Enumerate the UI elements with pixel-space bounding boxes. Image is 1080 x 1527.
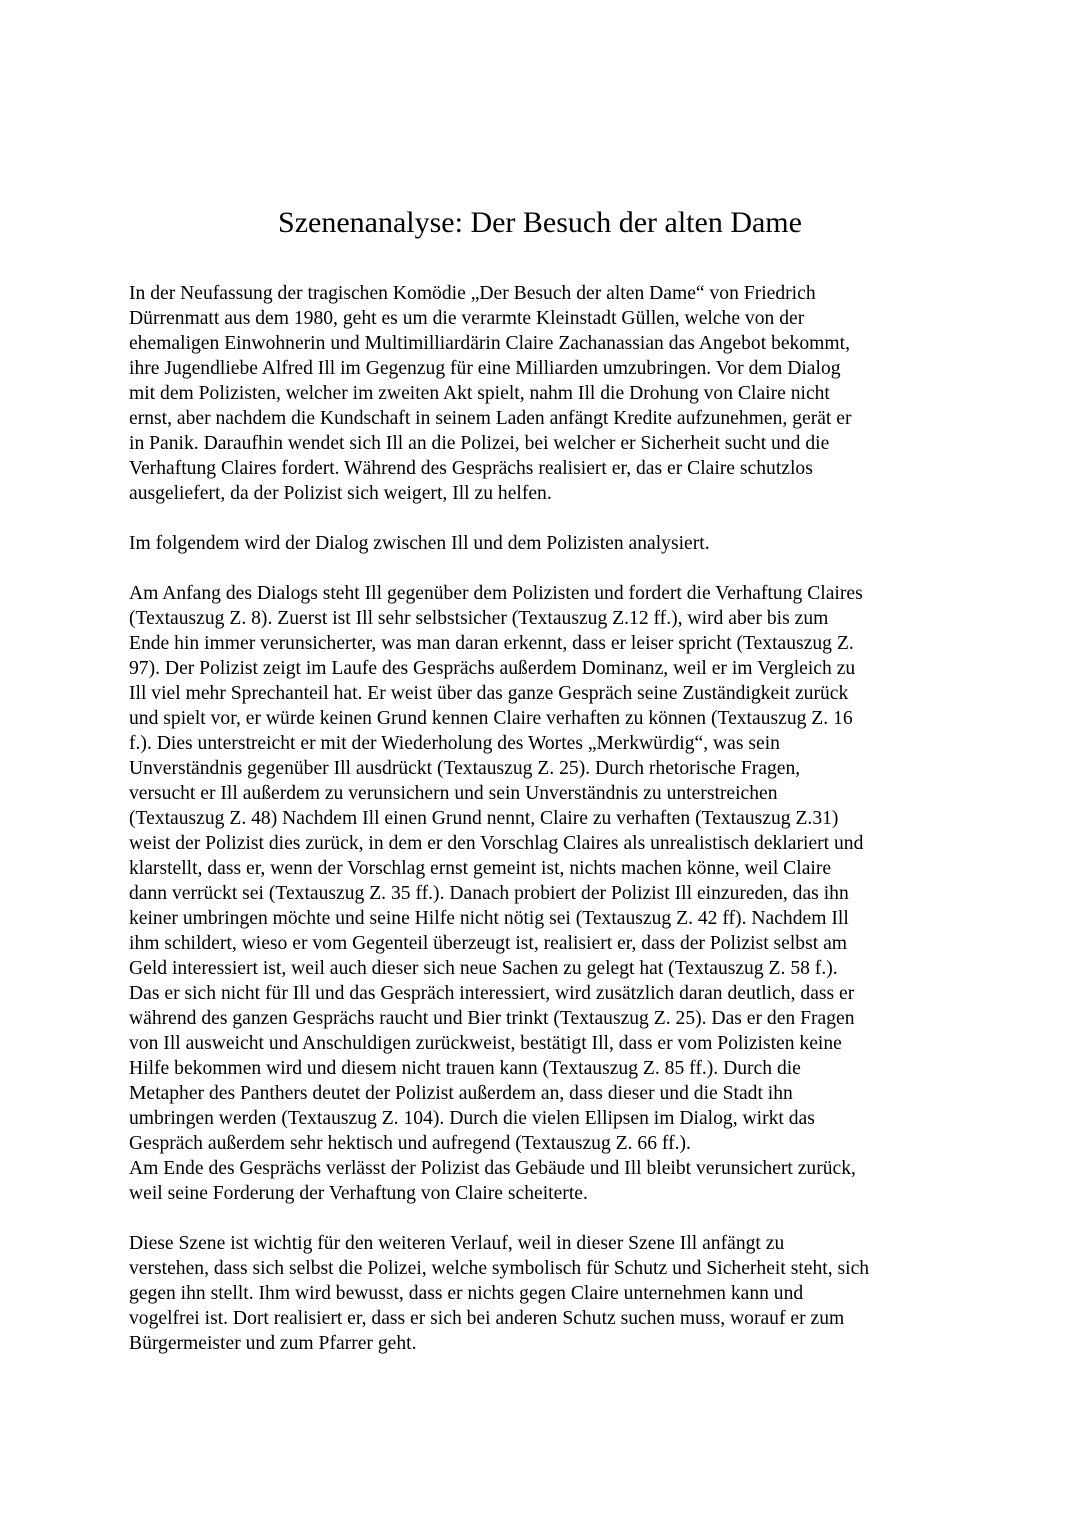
text-line: von Ill ausweicht und Anschuldigen zurückweist, bestätigt Ill, dass er vom Polizisten keine <box>129 1033 842 1054</box>
text-line: verstehen, dass sich selbst die Polizei, welche symbolisch für Schutz und Sicherheit steht, sich <box>129 1258 870 1279</box>
text-line: vogelfrei ist. Dort realisiert er, dass er sich bei anderen Schutz suchen muss, worauf er zum <box>129 1308 845 1329</box>
text-line: Verhaftung Claires fordert. Während des Gesprächs realisiert er, das er Claire schutzlos <box>129 458 813 479</box>
text-line: ernst, aber nachdem die Kundschaft in seinem Laden anfängt Kredite aufzunehmen, gerät er <box>129 408 852 429</box>
text-line: Am Ende des Gesprächs verlässt der Polizist das Gebäude und Ill bleibt verunsichert zurück, <box>129 1158 856 1179</box>
text-line: Am Anfang des Dialogs steht Ill gegenüber dem Polizisten und fordert die Verhaftung Claires <box>129 583 863 604</box>
paragraph-spacer <box>129 506 959 531</box>
text-line: Hilfe bekommen wird und diesem nicht trauen kann (Textauszug Z. 85 ff.). Durch die <box>129 1058 801 1079</box>
text-line: und spielt vor, er würde keinen Grund kennen Claire verhaften zu können (Textauszug Z. 16 <box>129 708 853 729</box>
paragraph-conclusion <box>129 1231 959 1356</box>
text-line: In der Neufassung der tragischen Komödie „Der Besuch der alten Dame“ von Friedrich <box>129 283 816 304</box>
text-line: Das er sich nicht für Ill und das Gespräch interessiert, wird zusätzlich daran deutlich, dass er <box>129 983 855 1004</box>
text-line: (Textauszug Z. 8). Zuerst ist Ill sehr selbstsicher (Textauszug Z.12 ff.), wird aber bis zum <box>129 608 829 629</box>
text-line: ihre Jugendliebe Alfred Ill im Gegenzug für eine Milliarden umzubringen. Vor dem Dialog <box>129 358 841 379</box>
text-line: Unverständnis gegenüber Ill ausdrückt (Textauszug Z. 25). Durch rhetorische Fragen, <box>129 758 801 779</box>
text-line: versucht er Ill außerdem zu verunsichern und sein Unverständnis zu unterstreichen <box>129 783 778 804</box>
text-line: Bürgermeister und zum Pfarrer geht. <box>129 1333 417 1354</box>
paragraph-spacer <box>129 1206 959 1231</box>
text-line: mit dem Polizisten, welcher im zweiten Akt spielt, nahm Ill die Drohung von Claire nicht <box>129 383 830 404</box>
text-line: in Panik. Daraufhin wendet sich Ill an die Polizei, bei welcher er Sicherheit sucht und die <box>129 433 830 454</box>
text-line: während des ganzen Gesprächs raucht und Bier trinkt (Textauszug Z. 25). Das er den Fragen <box>129 1008 855 1029</box>
text-line: Im folgendem wird der Dialog zwischen Ill und dem Polizisten analysiert. <box>129 533 710 554</box>
text-line: Ende hin immer verunsicherter, was man daran erkennt, dass er leiser spricht (Textauszug Z. <box>129 633 854 654</box>
paragraph-analysis <box>129 581 959 1206</box>
text-line: keiner umbringen möchte und seine Hilfe nicht nötig sei (Textauszug Z. 42 ff). Nachdem Ill <box>129 908 849 929</box>
text-line: Ill viel mehr Sprechanteil hat. Er weist über das ganze Gespräch seine Zuständigkeit zurück <box>129 683 849 704</box>
text-line: ehemaligen Einwohnerin und Multimilliardärin Claire Zachanassian das Angebot bekommt, <box>129 333 850 354</box>
text-line: weist der Polizist dies zurück, in dem er den Vorschlag Claires als unrealistisch deklariert und <box>129 833 864 854</box>
paragraph-spacer <box>129 556 959 581</box>
text-line: 97). Der Polizist zeigt im Laufe des Gesprächs außerdem Dominanz, weil er im Vergleich zu <box>129 658 856 679</box>
document-body <box>129 281 959 1356</box>
text-line: Gespräch außerdem sehr hektisch und aufregend (Textauszug Z. 66 ff.). <box>129 1133 691 1154</box>
text-line: umbringen werden (Textauszug Z. 104). Durch die vielen Ellipsen im Dialog, wirkt das <box>129 1108 815 1129</box>
text-line: ausgeliefert, da der Polizist sich weigert, Ill zu helfen. <box>129 483 552 504</box>
text-line: Diese Szene ist wichtig für den weiteren Verlauf, weil in dieser Szene Ill anfängt zu <box>129 1233 785 1254</box>
paragraph-transition <box>129 531 959 556</box>
text-line: Geld interessiert ist, weil auch dieser sich neue Sachen zu gelegt hat (Textauszug Z. 58 f.). <box>129 958 838 979</box>
text-line: klarstellt, dass er, wenn der Vorschlag ernst gemeint ist, nichts machen könne, weil Claire <box>129 858 832 879</box>
text-line: (Textauszug Z. 48) Nachdem Ill einen Grund nennt, Claire zu verhaften (Textauszug Z.31) <box>129 808 839 829</box>
text-line: gegen ihn stellt. Ihm wird bewusst, dass er nichts gegen Claire unternehmen kann und <box>129 1283 804 1304</box>
text-line: f.). Dies unterstreicht er mit der Wiederholung des Wortes „Merkwürdig“, was sein <box>129 733 780 754</box>
text-line: dann verrückt sei (Textauszug Z. 35 ff.). Danach probiert der Polizist Ill einzureden, das ihn <box>129 883 849 904</box>
paragraph-introduction <box>129 281 959 506</box>
text-line: ihm schildert, wieso er vom Gegenteil überzeugt ist, realisiert er, dass der Polizist selbst am <box>129 933 848 954</box>
text-line: Dürrenmatt aus dem 1980, geht es um die verarmte Kleinstadt Güllen, welche von der <box>129 308 805 329</box>
document-title: Szenenanalyse: Der Besuch der alten Dame <box>278 206 802 239</box>
text-line: weil seine Forderung der Verhaftung von Claire scheiterte. <box>129 1183 588 1204</box>
text-line: Metapher des Panthers deutet der Polizist außerdem an, dass dieser und die Stadt ihn <box>129 1083 793 1104</box>
